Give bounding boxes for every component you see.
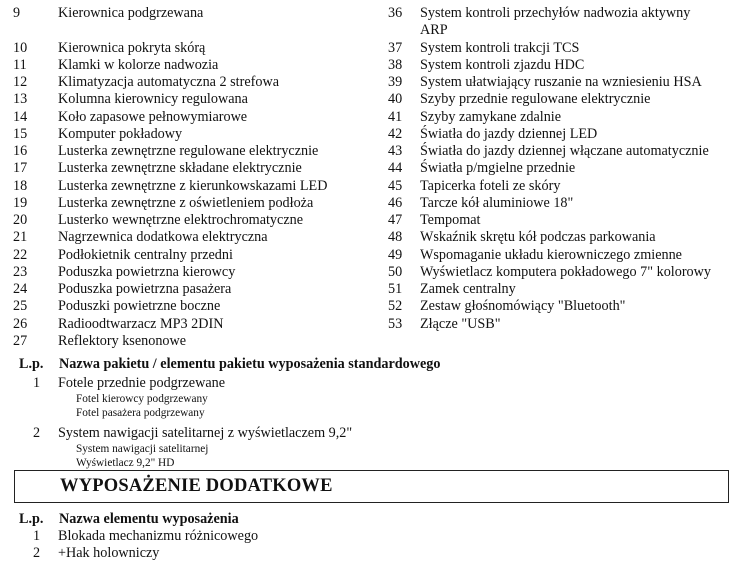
row-number: 45 [388,177,403,194]
row-number: 20 [13,212,28,228]
row-number: 39 [388,74,403,90]
row-number: 12 [13,74,28,90]
row-number: 14 [13,108,28,125]
row-number: 18 [13,177,28,194]
row-text: Tempomat [420,212,481,228]
equipment-row [0,264,375,281]
equipment-row [382,229,732,246]
row-text: Wyświetlacz komputera pokładowego 7" kolorowy [420,263,711,280]
section-title-text: WYPOSAŻENIE DODATKOWE [60,476,333,496]
row-text: Kierownica podgrzewana [58,5,204,21]
row-text: Nagrzewnica dodatkowa elektryczna [58,229,268,246]
row-text: Lusterka zewnętrzne z oświetleniem podłoża [58,194,314,211]
additional-row [0,528,732,545]
package-row [0,425,732,442]
row-text: Poduszka powietrzna pasażera [58,281,232,297]
equipment-row [0,160,375,177]
row-number: 38 [388,56,403,73]
equipment-row [382,195,732,212]
row-number: 36 [388,5,403,21]
row-text: System kontroli przechyłów nadwozia aktywny ARP [420,5,691,39]
row-number: 16 [13,143,28,159]
equipment-row [382,126,732,143]
row-number: 19 [13,194,28,211]
equipment-row [0,281,375,298]
equipment-row [382,57,732,74]
row-number: 40 [388,91,403,108]
additional-row [0,545,732,562]
row-number: 51 [388,281,403,297]
row-number: 25 [13,298,28,315]
row-text: System ułatwiający ruszanie na wzniesieniu HSA [420,74,702,90]
equipment-row [0,247,375,264]
row-number: 49 [388,246,403,263]
row-number: 41 [388,108,403,125]
row-number: 2 [33,545,41,562]
equipment-row [0,212,375,229]
equipment-row [382,281,732,298]
row-text: Poduszka powietrzna kierowcy [58,263,236,280]
row-number: 48 [388,229,403,246]
equipment-row [0,91,375,108]
standard-equipment-right-column [382,5,732,333]
row-text: System kontroli trakcji TCS [420,39,580,56]
row-text: Reflektory ksenonowe [58,332,187,349]
row-number: 50 [388,263,403,280]
row-text: Szyby przednie regulowane elektrycznie [420,91,651,108]
row-number: 1 [33,528,41,544]
row-text: Poduszki powietrzne boczne [58,298,221,315]
row-number: 37 [388,39,403,56]
equipment-row [382,316,732,333]
package-element: Wyświetlacz 9,2" HD [76,457,175,469]
element-name-column-header: Nazwa elementu wyposażenia [59,511,239,527]
row-text: Koło zapasowe pełnowymiarowe [58,108,248,125]
equipment-row [382,109,732,126]
row-text: Komputer pokładowy [58,125,183,142]
equipment-row [0,333,375,350]
additional-equipment-section-title [14,470,729,503]
row-number: 10 [13,39,28,56]
row-text: Zestaw głośnomówiący "Bluetooth" [420,298,626,315]
row-text: Klimatyzacja automatyczna 2 strefowa [58,74,279,90]
equipment-row [0,57,375,74]
row-number: 17 [13,160,28,177]
row-text: Światła do jazdy dziennej LED [420,125,598,142]
row-text: +Hak holowniczy [58,545,160,562]
equipment-row [0,74,375,91]
row-text: Zamek centralny [420,281,516,297]
additional-equipment-list [0,528,732,563]
row-text: Światła do jazdy dziennej włączane automatycznie [420,143,709,159]
row-number: 43 [388,143,403,159]
row-text: Światła p/mgielne przednie [420,160,576,177]
lp-column-header: L.p. [19,511,44,527]
row-text: Radioodtwarzacz MP3 2DIN [58,315,224,332]
row-text: Lusterka zewnętrzne z kierunkowskazami LED [58,177,328,194]
standard-packages-header [19,356,441,373]
equipment-row [382,143,732,160]
row-text: Tarcze kół aluminiowe 18" [420,194,574,211]
row-text: Złącze "USB" [420,315,501,332]
package-row [0,375,732,392]
row-text: Klamki w kolorze nadwozia [58,56,219,73]
row-text: Wskaźnik skrętu kół podczas parkowania [420,229,656,246]
equipment-row [0,195,375,212]
equipment-row [0,316,375,333]
standard-packages-list [0,375,732,470]
equipment-row [382,298,732,315]
row-number: 42 [388,125,403,142]
row-number: 22 [13,246,28,263]
row-number: 26 [13,315,28,332]
row-text: Wspomaganie układu kierowniczego zmienne [420,246,682,263]
row-number: 9 [13,5,21,21]
row-text: System kontroli zjazdu HDC [420,56,585,73]
row-number: 24 [13,281,28,297]
row-text: Kolumna kierownicy regulowana [58,91,248,108]
equipment-row [382,178,732,195]
equipment-row [382,212,732,229]
spacer-row [0,22,375,39]
row-text: Kierownica pokryta skórą [58,39,206,56]
row-number: 53 [388,315,403,332]
row-text: Tapicerka foteli ze skóry [420,177,561,194]
equipment-row [382,40,732,57]
row-number: 15 [13,125,28,142]
equipment-row [0,298,375,315]
row-text: Podłokietnik centralny przedni [58,246,233,263]
additional-equipment-header [19,511,239,528]
equipment-row [0,143,375,160]
row-number: 11 [13,56,27,73]
row-text: Szyby zamykane zdalnie [420,108,562,125]
package-title: System nawigacji satelitarnej z wyświetlaczem 9,2" [58,425,353,441]
row-number: 27 [13,332,28,349]
lp-column-header: L.p. [19,356,44,372]
equipment-row [0,229,375,246]
package-name-column-header: Nazwa pakietu / elementu pakietu wyposażenia standardowego [59,356,441,372]
row-text: Lusterka zewnętrzne regulowane elektrycznie [58,143,319,159]
equipment-row [382,5,732,40]
row-number: 52 [388,298,403,315]
equipment-row [382,91,732,108]
row-number: 13 [13,91,28,108]
equipment-row [382,74,732,91]
equipment-row [382,247,732,264]
equipment-row [0,40,375,57]
row-text: Lusterka zewnętrzne składane elektrycznie [58,160,302,177]
standard-equipment-left-column [0,5,375,350]
row-number: 44 [388,160,403,177]
package-element: Fotel kierowcy podgrzewany [76,393,208,405]
equipment-row [0,109,375,126]
equipment-row [0,5,375,22]
row-number: 46 [388,194,403,211]
row-number: 47 [388,212,403,228]
package-title: Fotele przednie podgrzewane [58,375,226,391]
equipment-row [0,126,375,143]
row-text: Blokada mechanizmu różnicowego [58,528,259,544]
package-element: System nawigacji satelitarnej [76,443,209,455]
row-number: 21 [13,229,28,246]
row-number: 23 [13,263,28,280]
equipment-row [382,264,732,281]
row-number: 1 [33,375,41,391]
package-element: Fotel pasażera podgrzewany [76,407,205,419]
equipment-row [0,178,375,195]
row-text: Lusterko wewnętrzne elektrochromatyczne [58,212,304,228]
row-number: 2 [33,425,41,441]
equipment-row [382,160,732,177]
